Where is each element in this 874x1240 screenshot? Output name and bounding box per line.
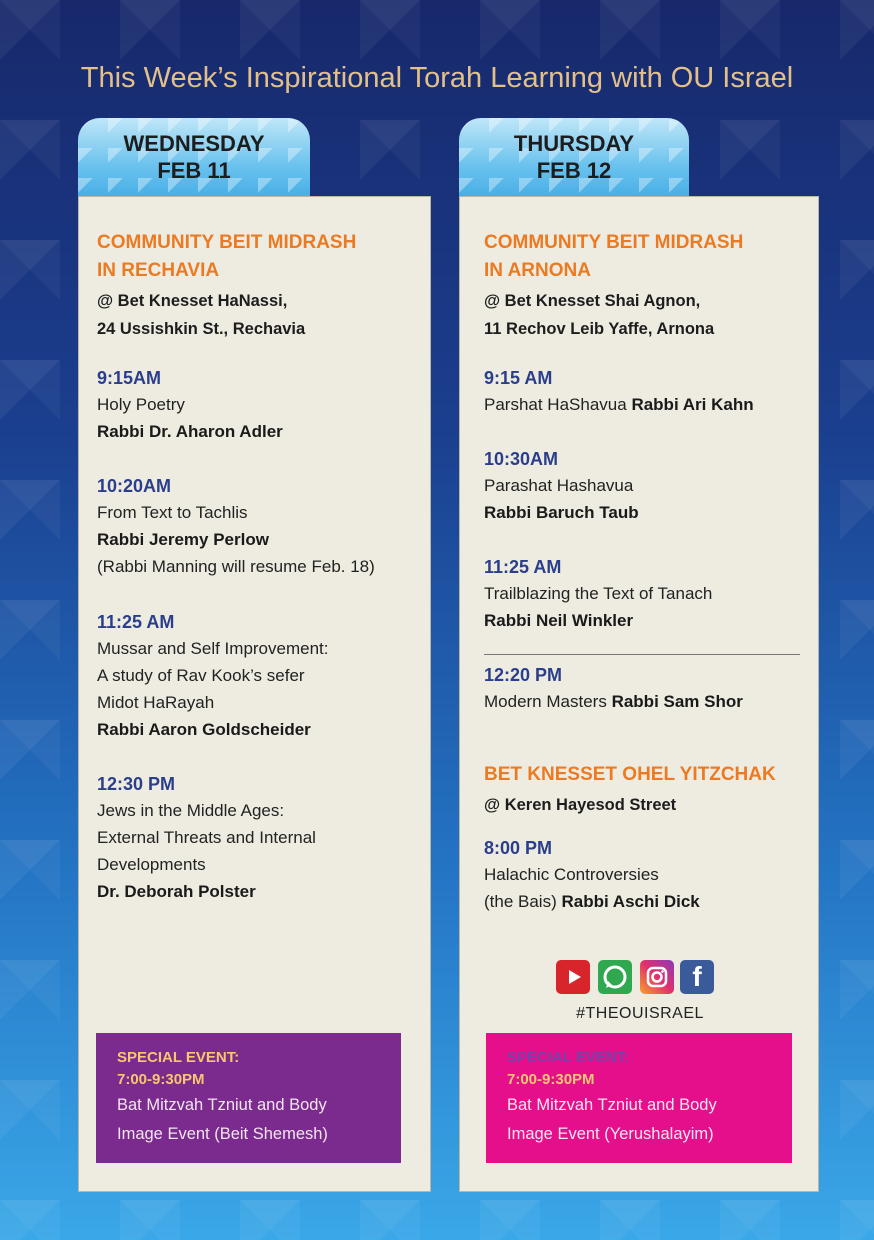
session-time: 9:15 AM (484, 368, 553, 388)
hashtag[interactable]: #THEOUISRAEL (576, 1005, 704, 1022)
session-time: 11:25 AM (484, 557, 562, 577)
venue-address: 24 Ussishkin St., Rechavia (97, 320, 306, 338)
facebook-icon[interactable]: f (680, 960, 714, 994)
session-time: 10:20AM (97, 476, 172, 496)
session (484, 365, 754, 418)
session-time: 12:20 PM (484, 665, 563, 685)
special-event-desc: Bat Mitzvah Tzniut and Body (117, 1096, 327, 1114)
session-speaker: Rabbi Jeremy Perlow (97, 530, 269, 549)
session-topic: A study of Rav Kook’s sefer (97, 666, 305, 685)
session-time: 12:30 PM (97, 774, 176, 794)
session-topic: Halachic Controversies (484, 865, 659, 884)
session (97, 473, 375, 580)
wednesday-tab (78, 118, 310, 196)
thursday-panel (459, 196, 819, 1192)
session (484, 446, 639, 526)
divider (484, 654, 800, 655)
special-event-label: SPECIAL EVENT: (117, 1049, 240, 1066)
session-speaker: Rabbi Baruch Taub (484, 503, 639, 522)
day-label: WEDNESDAY (123, 131, 265, 156)
venue-name: IN RECHAVIA (97, 260, 220, 281)
venue-address: 11 Rechov Leib Yaffe, Arnona (484, 320, 715, 338)
special-event-desc: Image Event (Beit Shemesh) (117, 1125, 328, 1143)
session-time: 10:30AM (484, 449, 559, 469)
venue-address-prefix: @ (484, 796, 501, 814)
venue-name: COMMUNITY BEIT MIDRASH (97, 232, 357, 253)
venue-block (484, 761, 776, 819)
venue-address: @ Bet Knesset Shai Agnon, (484, 292, 701, 310)
session-topic: From Text to Tachlis (97, 503, 248, 522)
session (484, 835, 700, 915)
venue-name: COMMUNITY BEIT MIDRASH (484, 232, 744, 253)
session-topic: Midot HaRayah (97, 693, 215, 712)
date-label: FEB 12 (536, 158, 612, 183)
wednesday-panel (78, 196, 431, 1192)
venue-address: @ Bet Knesset HaNassi, (97, 292, 288, 310)
venue-block (484, 229, 743, 343)
special-event-label: SPECIAL EVENT: (507, 1049, 630, 1066)
date-label: FEB 11 (157, 158, 231, 183)
session (484, 662, 743, 715)
session (484, 554, 712, 634)
session-speaker: Rabbi Aaron Goldscheider (97, 720, 311, 739)
venue-name: BET KNESSET OHEL YITZCHAK (484, 764, 776, 785)
venue-name: IN ARNONA (484, 260, 591, 281)
special-event-desc: Image Event (Yerushalayim) (507, 1125, 714, 1143)
session-time: 11:25 AM (97, 612, 175, 632)
instagram-icon[interactable] (640, 960, 674, 994)
session (97, 365, 283, 445)
special-event-desc: Bat Mitzvah Tzniut and Body (507, 1096, 717, 1114)
session-speaker: Rabbi Ari Kahn (631, 395, 754, 414)
session-time: 9:15AM (97, 368, 162, 388)
session-topic: Modern Masters (484, 692, 607, 711)
thursday-tab (459, 118, 689, 196)
session-topic: Developments (97, 855, 206, 874)
session (97, 771, 316, 905)
venue-address: Keren Hayesod Street (504, 796, 677, 814)
session-note: (Rabbi Manning will resume Feb. 18) (97, 557, 375, 576)
page-title: This Week’s Inspirational Torah Learning with OU Israel (80, 62, 794, 94)
special-event-time: 7:00-9:30PM (507, 1071, 595, 1088)
social-icons (556, 960, 726, 994)
session-speaker: Rabbi Dr. Aharon Adler (97, 422, 283, 441)
session-topic: Holy Poetry (97, 395, 185, 414)
venue-block (97, 229, 356, 343)
session (97, 609, 328, 743)
session-prefix: (the Bais) (484, 892, 557, 911)
session-speaker: Rabbi Neil Winkler (484, 611, 634, 630)
whatsapp-icon[interactable] (598, 960, 632, 994)
session-topic: Mussar and Self Improvement: (97, 639, 329, 658)
session-topic: Trailblazing the Text of Tanach (484, 584, 713, 603)
day-label: THURSDAY (513, 131, 635, 156)
session-topic: Parshat HaShavua (484, 395, 627, 414)
youtube-icon[interactable] (556, 960, 590, 994)
session-speaker: Rabbi Aschi Dick (561, 892, 700, 911)
special-event-time: 7:00-9:30PM (117, 1071, 205, 1088)
session-speaker: Rabbi Sam Shor (611, 692, 743, 711)
session-time: 8:00 PM (484, 838, 553, 858)
special-event-box (486, 1033, 792, 1163)
session-topic: Parashat Hashavua (484, 476, 634, 495)
session-topic: External Threats and Internal (97, 828, 316, 847)
special-event-box (96, 1033, 401, 1163)
session-topic: Jews in the Middle Ages: (97, 801, 285, 820)
session-speaker: Dr. Deborah Polster (97, 882, 256, 901)
